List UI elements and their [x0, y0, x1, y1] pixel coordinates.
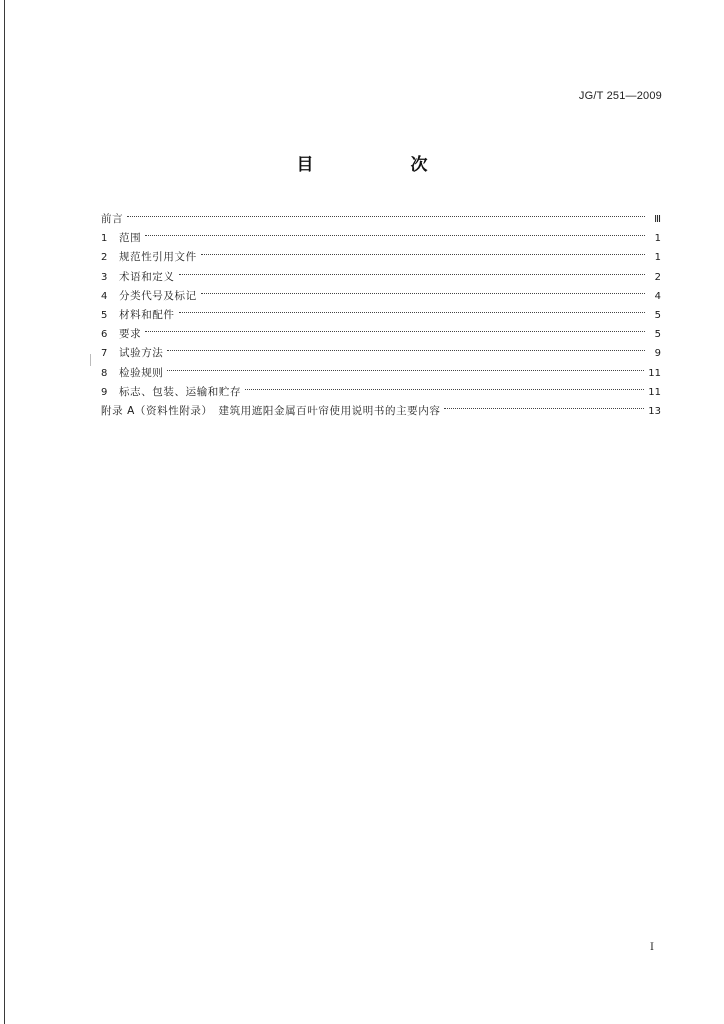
- dot-leader: [201, 293, 645, 294]
- toc-page: 9: [654, 348, 661, 360]
- toc-page: 1: [654, 233, 661, 245]
- toc-entry-5[interactable]: [101, 306, 661, 325]
- toc-label: 前言: [101, 213, 124, 225]
- toc-page: 5: [654, 329, 661, 341]
- toc-entry-appendix-a[interactable]: [101, 402, 661, 421]
- dot-leader: [201, 254, 645, 255]
- toc-entry-1[interactable]: [101, 229, 661, 248]
- toc-entry-7[interactable]: [101, 344, 661, 363]
- toc-label: 试验方法: [119, 347, 164, 360]
- toc-number: 3: [101, 271, 108, 283]
- toc-entry-foreword[interactable]: [101, 210, 661, 229]
- toc-page: 4: [654, 290, 661, 302]
- dot-leader: [179, 312, 646, 313]
- toc-label: 分类代号及标记: [119, 289, 197, 302]
- toc-page: 13: [648, 405, 661, 417]
- toc-label: 标志、包装、运输和贮存: [119, 385, 242, 398]
- footer-page-number: Ⅰ: [650, 942, 654, 953]
- toc-page: 2: [654, 271, 661, 283]
- dot-leader: [167, 370, 644, 371]
- toc-label: 术语和定义: [119, 270, 175, 283]
- toc-label: 附录 A（资料性附录） 建筑用遮阳金属百叶帘使用说明书的主要内容: [101, 404, 441, 417]
- toc-page: 5: [654, 309, 661, 321]
- toc-number: 6: [101, 329, 108, 341]
- toc-number: 1: [101, 233, 108, 245]
- toc-number: 8: [101, 367, 108, 379]
- toc-page: 11: [648, 367, 661, 379]
- toc-entry-8[interactable]: [101, 364, 661, 383]
- toc-page: 11: [648, 386, 661, 398]
- dot-leader: [145, 331, 645, 332]
- toc-number: 2: [101, 252, 108, 264]
- dot-leader: [145, 235, 645, 236]
- toc-number: 5: [101, 309, 108, 321]
- toc-entry-9[interactable]: [101, 383, 661, 402]
- toc-number: 7: [101, 348, 108, 360]
- toc-label: 范围: [119, 232, 142, 245]
- scan-artifact: [90, 354, 91, 366]
- toc-label: 要求: [119, 328, 142, 341]
- toc-entry-2[interactable]: [101, 248, 661, 267]
- standard-code: JG/T 251—2009: [578, 90, 662, 102]
- dot-leader: [127, 216, 645, 217]
- toc-label: 材料和配件: [119, 308, 175, 321]
- toc-number: 4: [101, 290, 108, 302]
- dot-leader: [444, 408, 644, 409]
- toc-number: 9: [101, 386, 108, 398]
- dot-leader: [245, 389, 644, 390]
- toc-entry-3[interactable]: [101, 268, 661, 287]
- toc-page: 1: [654, 252, 661, 264]
- dot-leader: [167, 350, 645, 351]
- toc-label: 规范性引用文件: [119, 251, 197, 264]
- toc-page: Ⅲ: [654, 214, 661, 225]
- dot-leader: [179, 274, 646, 275]
- toc-entry-6[interactable]: [101, 325, 661, 344]
- toc-entry-4[interactable]: [101, 287, 661, 306]
- page-title: 目 次: [296, 155, 468, 175]
- table-of-contents: [101, 210, 661, 421]
- toc-label: 检验规则: [119, 366, 164, 379]
